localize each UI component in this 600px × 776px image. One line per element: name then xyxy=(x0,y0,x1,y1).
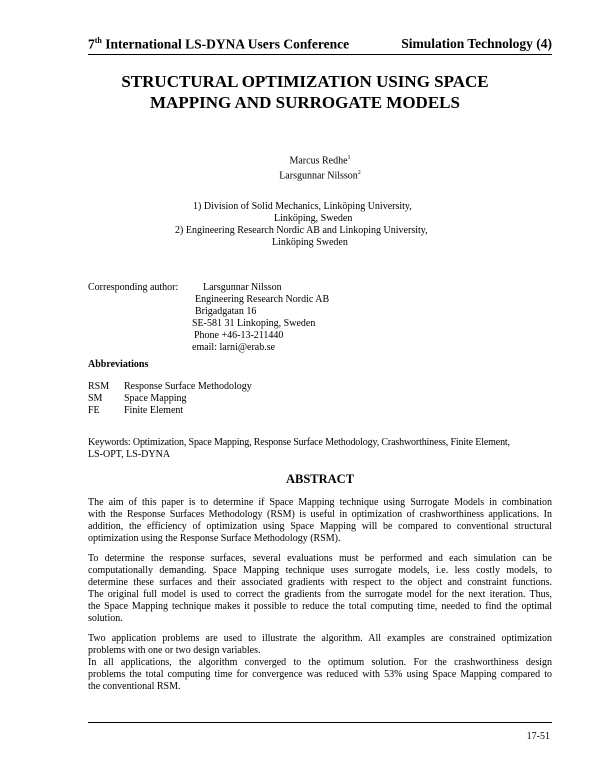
conference-header xyxy=(88,36,349,53)
footer-rule xyxy=(88,722,552,723)
address-line: Engineering Research Nordic AB xyxy=(195,294,330,305)
abbreviation-row xyxy=(88,381,252,393)
abstract-heading: ABSTRACT xyxy=(285,472,355,486)
address-line: Phone +46-13-211440 xyxy=(194,330,284,341)
abbreviation-row xyxy=(88,393,252,405)
paragraph-line: addition, the efficiency of optimization using Space Mapping will be compared to conventional structural xyxy=(88,521,552,532)
paragraph-line: determine these surfaces and their associated gradients with respect to the object and constraint functions. xyxy=(88,577,552,588)
paragraph-line: problems the total computing time for convergence was reduced with 53% using Space Mapping compared to xyxy=(88,669,552,680)
abbreviation-term: FE xyxy=(88,405,100,416)
abstract-paragraph xyxy=(88,633,552,657)
abstract-paragraph xyxy=(88,497,552,545)
corresponding-label: Corresponding author: xyxy=(88,282,179,293)
abbreviation-row xyxy=(88,405,252,417)
section-header: Simulation Technology (4) xyxy=(401,36,552,51)
page-number: 17-51 xyxy=(526,731,550,742)
address-line: Brigadgatan 16 xyxy=(195,306,257,317)
affiliation xyxy=(193,201,450,225)
author-sup: 1 xyxy=(347,155,351,161)
affiliation-line: Linköping, Sweden xyxy=(274,213,353,224)
abbreviation-term: RSM xyxy=(88,381,110,392)
author-name: Larsgunnar Nilsson xyxy=(279,170,358,182)
conference-ordinal-suffix: th xyxy=(94,36,102,45)
keywords xyxy=(88,437,558,461)
author-name: Marcus Redhe xyxy=(289,155,348,167)
abbreviation-term: SM xyxy=(88,393,103,404)
paragraph-line: with the Response Surfaces Methodology (RSM) is useful in optimization of crashworthiness applications. In xyxy=(88,509,552,520)
paragraph-line: problems with one or two design variables. xyxy=(88,645,261,656)
abbreviation-definition: Finite Element xyxy=(124,405,184,416)
address-line: SE-581 31 Linkoping, Sweden xyxy=(192,318,316,329)
paragraph-line: Two application problems are used to illustrate the algorithm. All examples are constrained optimization xyxy=(88,633,552,644)
abbreviation-definition: Response Surface Methodology xyxy=(124,381,252,392)
author xyxy=(88,152,552,167)
address-line: Larsgunnar Nilsson xyxy=(203,282,282,293)
affiliation xyxy=(175,225,450,249)
affiliation-line: 2) Engineering Research Nordic AB and Linkoping University, xyxy=(175,225,428,236)
abstract-paragraph xyxy=(88,553,552,625)
author-sup: 2 xyxy=(357,170,361,177)
paragraph-line: solution. xyxy=(88,613,123,624)
title-line-1: STRUCTURAL OPTIMIZATION USING SPACE xyxy=(121,72,489,91)
paragraph-line: The original full model is used to correct the gradients from the surrogate model for the next iteration. Thus, xyxy=(88,589,552,600)
abstract-paragraph xyxy=(88,657,552,693)
paragraph-line: optimization using the Response Surface Methodology (RSM). xyxy=(88,533,341,544)
paragraph-line: The aim of this paper is to determine if Space Mapping technique using Surrogate Models in combination xyxy=(88,497,552,508)
title-line-2: MAPPING AND SURROGATE MODELS xyxy=(150,93,460,112)
header-rule xyxy=(88,54,552,55)
author xyxy=(88,167,552,182)
affiliation-list xyxy=(160,201,450,249)
affiliation-line: 1) Division of Solid Mechanics, Linköping University, xyxy=(193,201,412,212)
paragraph-line: the conventional RSM. xyxy=(88,681,181,692)
conference-ordinal: 7 xyxy=(88,36,95,52)
author-list xyxy=(88,152,552,183)
keywords-line: Keywords: Optimization, Space Mapping, Response Surface Methodology, Crashworthiness, Finite Element, xyxy=(88,437,510,448)
paragraph-line: computationally demanding. Space Mapping technique uses surrogate models, i.e. less costly models, to xyxy=(88,565,552,576)
affiliation-line: Linköping Sweden xyxy=(272,237,348,248)
abbreviation-definition: Space Mapping xyxy=(124,393,187,404)
abbreviations-list xyxy=(88,381,252,417)
abbreviations-heading: Abbreviations xyxy=(88,359,149,370)
paper-title xyxy=(60,71,550,113)
conference-name: International LS-DYNA Users Conference xyxy=(101,36,350,52)
paragraph-line: the Space Mapping technique makes it possible to reduce the total computing time, needed to find the optimal xyxy=(88,601,552,612)
keywords-line: LS-OPT, LS-DYNA xyxy=(88,449,171,460)
paragraph-line: To determine the response surfaces, several evaluations must be performed and each simulation can be xyxy=(88,553,552,564)
paragraph-line: In all applications, the algorithm converged to the optimum solution. For the crashworthiness design xyxy=(88,657,552,668)
corresponding-address xyxy=(192,282,329,354)
email-line: email: larni@erab.se xyxy=(192,342,276,353)
